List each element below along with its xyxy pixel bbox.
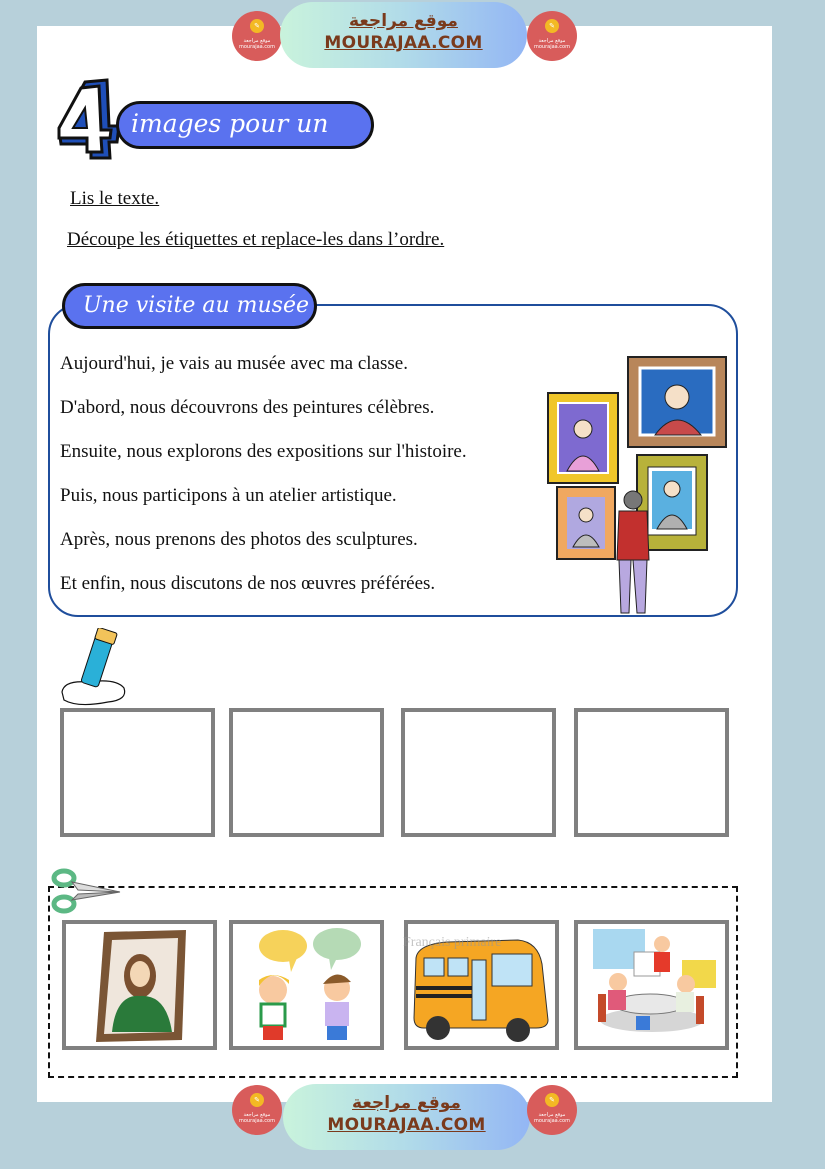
book-icon: ✎ [250, 1093, 264, 1107]
watermark-text: Français primaire [403, 935, 502, 950]
banner-site-name: MOURAJAA.COM [324, 33, 483, 53]
story-text [60, 350, 550, 614]
mona-lisa-painting-image [66, 924, 213, 1046]
story-line: Puis, nous participons à un atelier artistique. [60, 485, 397, 506]
banner-site-name: MOURAJAA.COM [327, 1115, 486, 1135]
book-icon: ✎ [545, 1093, 559, 1107]
site-banner-header[interactable] [280, 2, 527, 68]
story-line: Ensuite, nous explorons des expositions sur l'histoire. [60, 441, 467, 462]
story-line: D'abord, nous découvrons des peintures célèbres. [60, 397, 435, 418]
story-line: Après, nous prenons des photos des sculptures. [60, 529, 418, 550]
story-title: Une visite au musée [62, 283, 317, 329]
cut-card-children-talking[interactable] [229, 920, 384, 1050]
badge-text-ar: موقع مراجعة [243, 1112, 271, 1118]
story-line: Aujourd'hui, je vais au musée avec ma classe. [60, 353, 408, 374]
scissors-icon [50, 868, 122, 914]
site-badge-right[interactable] [527, 11, 577, 61]
cut-card-art-workshop[interactable] [574, 920, 729, 1050]
book-icon: ✎ [250, 19, 264, 33]
cut-card-mona-lisa[interactable] [62, 920, 217, 1050]
badge-text-ar: موقع مراجعة [538, 38, 566, 44]
banner-arabic-title: موقع مراجعة [352, 1093, 461, 1113]
badge-text-ar: موقع مراجعة [243, 38, 271, 44]
site-badge-left-footer[interactable] [232, 1085, 282, 1135]
answer-box-3[interactable] [401, 708, 556, 837]
site-badge-left[interactable] [232, 11, 282, 61]
instruction-read: Lis le texte. [70, 188, 160, 209]
exercise-title: images pour un texte [116, 101, 374, 149]
museum-illustration [545, 355, 735, 617]
banner-arabic-title: موقع مراجعة [349, 11, 458, 31]
answer-box-2[interactable] [229, 708, 384, 837]
badge-text-en: mourajaa.com [238, 1118, 275, 1124]
badge-text-ar: موقع مراجعة [538, 1112, 566, 1118]
instruction-cut: Découpe les étiquettes et replace-les dans l’ordre. [67, 229, 445, 250]
site-badge-right-footer[interactable] [527, 1085, 577, 1135]
answer-box-4[interactable] [574, 708, 729, 837]
story-line: Et enfin, nous discutons de nos œuvres préférées. [60, 573, 436, 594]
badge-text-en: mourajaa.com [533, 1118, 570, 1124]
exercise-number-4-icon [55, 78, 125, 160]
children-talking-image [233, 924, 380, 1046]
answer-box-1[interactable] [60, 708, 215, 837]
site-banner-footer[interactable] [283, 1084, 530, 1150]
badge-text-en: mourajaa.com [533, 44, 570, 50]
glue-stick-icon [58, 628, 130, 710]
art-workshop-image [578, 924, 725, 1046]
book-icon: ✎ [545, 19, 559, 33]
badge-text-en: mourajaa.com [238, 44, 275, 50]
